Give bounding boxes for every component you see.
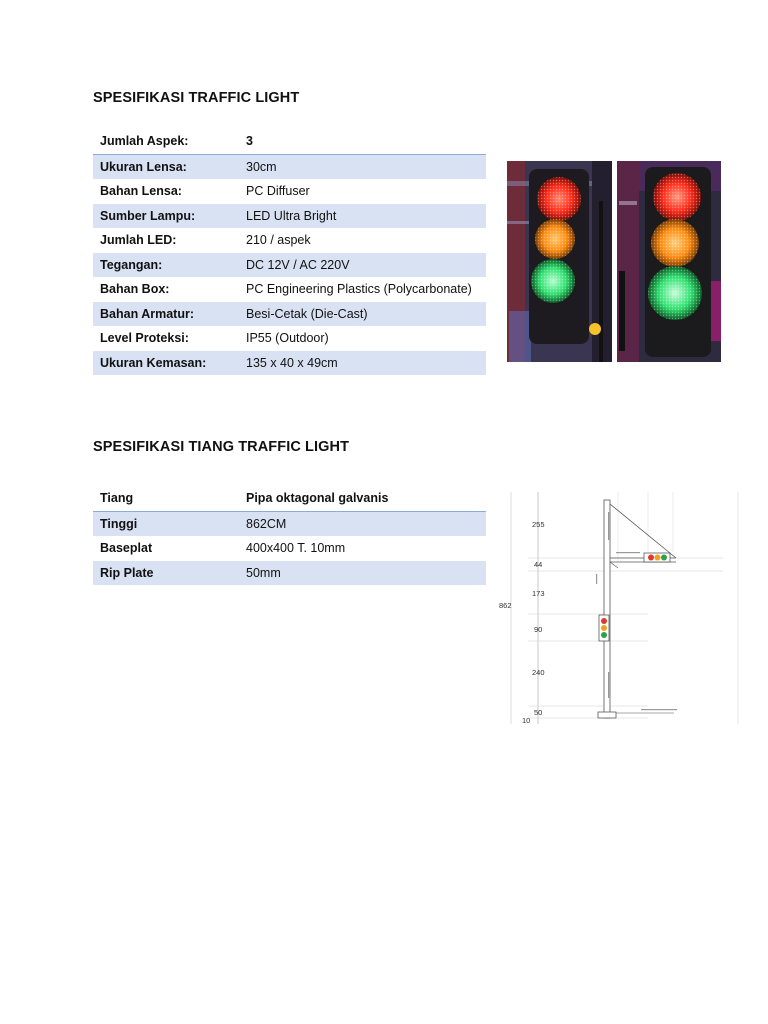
table-row xyxy=(93,351,486,376)
spec-value: 30cm xyxy=(239,154,486,179)
table-row xyxy=(93,204,486,229)
pole-spec-table xyxy=(93,486,486,585)
spec-value: DC 12V / AC 220V xyxy=(239,253,486,278)
table-row xyxy=(93,486,486,511)
table-row xyxy=(93,129,486,154)
spec-label: Ukuran Kemasan: xyxy=(93,351,239,376)
spec-value: 50mm xyxy=(239,561,486,586)
dim-label: 10 xyxy=(522,716,531,724)
traffic-light-photo-left xyxy=(507,161,612,362)
table-row xyxy=(93,179,486,204)
spec-label: Bahan Lensa: xyxy=(100,184,182,199)
spec-label: Level Proteksi: xyxy=(100,331,189,346)
spec-label: Rip Plate xyxy=(93,561,239,586)
table-row xyxy=(93,277,486,302)
table-row xyxy=(93,511,486,536)
spec-value: PC Diffuser xyxy=(246,184,310,199)
spec-value: LED Ultra Bright xyxy=(239,204,486,229)
spec-label: Jumlah Aspek: xyxy=(93,129,239,154)
table-row xyxy=(93,253,486,278)
spec-label: Ukuran Lensa: xyxy=(93,154,239,179)
spec-value: 862CM xyxy=(239,511,486,536)
section-title-traffic-light: SPESIFIKASI TRAFFIC LIGHT xyxy=(93,90,300,106)
spec-label: Tiang xyxy=(93,486,239,511)
spec-label: Jumlah LED: xyxy=(100,233,177,248)
spec-value: 3 xyxy=(239,129,486,154)
dim-label: 44 xyxy=(534,560,543,569)
spec-label: Tinggi xyxy=(93,511,239,536)
dim-label: 240 xyxy=(532,668,545,677)
table-row xyxy=(93,536,486,561)
dim-label: 173 xyxy=(532,589,545,598)
traffic-light-spec-table xyxy=(93,129,486,375)
spec-label: Sumber Lampu: xyxy=(93,204,239,229)
pole-technical-drawing xyxy=(498,492,740,724)
dim-total-label: 862 xyxy=(499,601,512,610)
spec-value: PC Engineering Plastics (Polycarbonate) xyxy=(246,282,472,297)
dim-label: 90 xyxy=(534,625,543,634)
spec-label: Bahan Box: xyxy=(100,282,170,297)
spec-label: Bahan Armatur: xyxy=(93,302,239,327)
spec-value: 210 / aspek xyxy=(246,233,311,248)
dim-label: 50 xyxy=(534,708,543,717)
table-row xyxy=(93,154,486,179)
section-title-tiang: SPESIFIKASI TIANG TRAFFIC LIGHT xyxy=(93,439,350,455)
dim-label: 255 xyxy=(532,520,545,529)
spec-value: 400x400 T. 10mm xyxy=(246,541,346,556)
spec-label: Tegangan: xyxy=(93,253,239,278)
table-row xyxy=(93,302,486,327)
spec-value: Besi-Cetak (Die-Cast) xyxy=(239,302,486,327)
table-row xyxy=(93,228,486,253)
table-row xyxy=(93,561,486,586)
spec-value: 135 x 40 x 49cm xyxy=(239,351,486,376)
spec-label: Baseplat xyxy=(100,541,153,556)
traffic-light-photo-right xyxy=(617,161,721,362)
spec-value: IP55 (Outdoor) xyxy=(246,331,329,346)
spec-value: Pipa oktagonal galvanis xyxy=(239,486,486,511)
table-row xyxy=(93,326,486,351)
